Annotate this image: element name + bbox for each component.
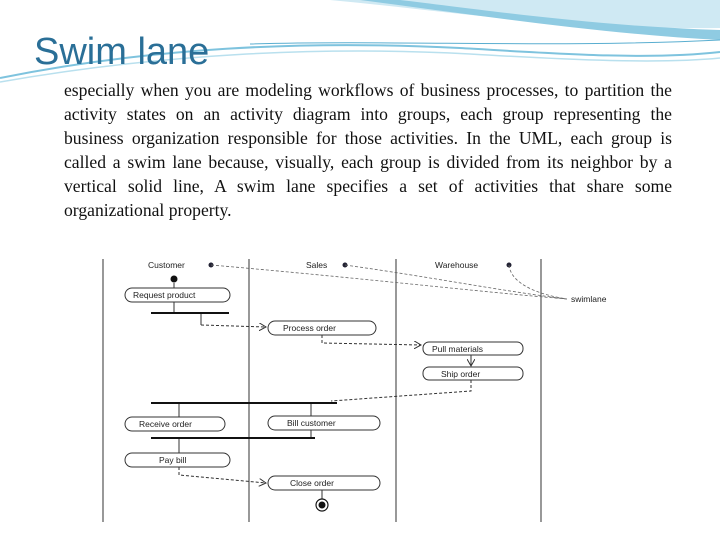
activity-pay-bill-label: Pay bill — [159, 455, 187, 465]
activity-receive-order-label: Receive order — [139, 419, 192, 429]
activity-ship-order-label: Ship order — [441, 369, 481, 379]
activity-process-order-label: Process order — [283, 323, 336, 333]
slide-title: Swim lane — [34, 31, 210, 73]
end-node-inner — [319, 502, 326, 509]
swimlane-activity-diagram — [101, 257, 626, 522]
lane-warehouse-label: Warehouse — [435, 260, 479, 270]
activity-pull-materials-label: Pull materials — [432, 344, 484, 354]
swimlane-callout-label: swimlane — [571, 294, 607, 304]
activity-bill-customer-label: Bill customer — [287, 418, 336, 428]
activity-request-product-label: Request product — [133, 290, 196, 300]
start-node — [171, 276, 178, 283]
lane-customer-label: Customer — [148, 260, 185, 270]
callout-line-1 — [211, 265, 567, 299]
callout-line-3 — [509, 265, 567, 299]
callout-line-2 — [345, 265, 567, 299]
activity-close-order-label: Close order — [290, 478, 334, 488]
lane-sales-label: Sales — [306, 260, 328, 270]
body-paragraph: especially when you are modeling workflows of business processes, to partition the activity states on an activity diagram into groups, each group representing the business organization responsible for those activities. In the UML, each group is called a swim lane because, visually, each group is divided from its neighbor by a vertical solid line, A swim lane specifies a set of activities that share some organizational property. — [64, 80, 672, 220]
